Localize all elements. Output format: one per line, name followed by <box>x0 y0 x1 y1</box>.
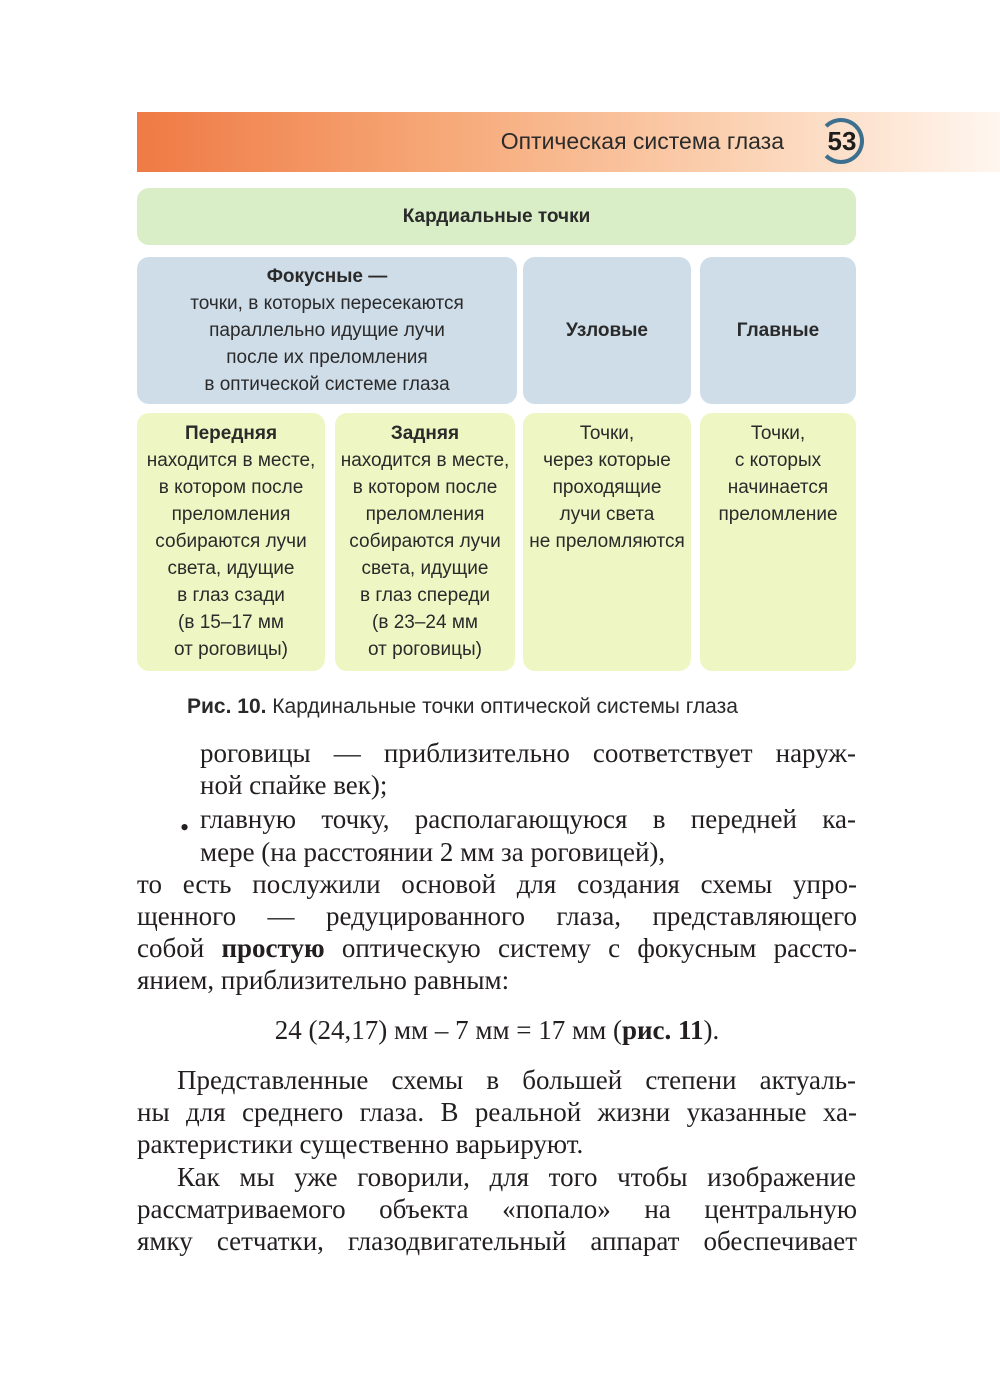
formula-text: 24 (24,17) мм – 7 мм = 17 мм ( <box>274 1015 622 1045</box>
body-line: ной спайке век); <box>200 770 388 800</box>
figure-caption <box>187 695 738 719</box>
front-focus-line: в глаз сзади <box>177 585 285 606</box>
focal-line: после их преломления <box>226 347 428 368</box>
body-line: роговицы — приблизительно соответствует наруж- <box>200 738 856 768</box>
front-focus-line: находится в месте, <box>146 450 316 471</box>
diagram-root-title: Кардиальные точки <box>402 206 591 227</box>
principal-desc-box <box>700 413 856 671</box>
principal-desc-line: Точки, <box>750 423 806 444</box>
nodal-title: Узловые <box>566 320 648 341</box>
body-text: собой <box>137 933 222 963</box>
formula-close: ). <box>703 1015 720 1045</box>
nodal-desc-line: не преломляются <box>529 531 685 552</box>
front-focus-line: в котором после <box>158 477 304 498</box>
front-focus-line: собираются лучи <box>155 531 307 552</box>
bullet-marker: • <box>180 813 190 842</box>
running-header-title: Оптическая система глаза <box>500 128 784 154</box>
emphasis-word: простую <box>221 933 325 963</box>
body-line: то есть послужили основой для создания схемы упро- <box>137 869 857 899</box>
figure-reference: рис. 11 <box>621 1015 704 1045</box>
body-line: Представленные схемы в большей степени актуаль- <box>177 1065 856 1095</box>
back-focus-line: от роговицы) <box>368 639 482 660</box>
formula <box>137 1014 857 1046</box>
front-focus-box <box>137 413 325 671</box>
focal-line: параллельно идущие лучи <box>209 320 445 341</box>
body-line: главную точку, располагающуюся в передней ка- <box>200 804 856 834</box>
page-number: 53 <box>827 126 857 156</box>
back-focus-line: в котором после <box>352 477 498 498</box>
body-line: Как мы уже говорили, для того чтобы изображение <box>177 1162 856 1192</box>
figure-caption-text: Кардинальные точки оптической системы глаза <box>266 695 738 718</box>
focal-line: точки, в которых пересекаются <box>190 293 464 314</box>
back-focus-line: преломления <box>365 504 485 525</box>
body-line: ямку сетчатки, глазодвигательный аппарат обеспечивает <box>137 1226 857 1256</box>
focal-line: в оптической системе глаза <box>204 374 450 395</box>
nodal-desc-box <box>523 413 691 671</box>
body-line: мере (на расстоянии 2 мм за роговицей), <box>200 837 666 867</box>
body-line <box>137 932 857 964</box>
principal-desc-line: с которых <box>734 450 822 471</box>
nodal-desc-line: проходящие <box>552 477 662 498</box>
back-focus-line: (в 23–24 мм <box>372 612 478 633</box>
body-line: рассматриваемого объекта «попало» на центральную <box>137 1194 857 1224</box>
body-line: янием, приблизительно равным: <box>137 965 510 995</box>
principal-points-box <box>700 257 856 404</box>
principal-title: Главные <box>736 320 820 341</box>
body-line: ны для среднего глаза. В реальной жизни указанные ха- <box>137 1097 857 1127</box>
front-focus-title: Передняя <box>184 423 278 444</box>
nodal-points-box <box>523 257 691 404</box>
back-focus-title: Задняя <box>390 423 460 444</box>
back-focus-line: в глаз спереди <box>359 585 491 606</box>
back-focus-line: собираются лучи <box>349 531 501 552</box>
nodal-desc-line: Точки, <box>579 423 635 444</box>
figure-label: Рис. 10. <box>187 695 267 718</box>
focal-title: Фокусные — <box>266 266 388 287</box>
front-focus-line: преломления <box>171 504 291 525</box>
nodal-desc-line: через которые <box>543 450 671 471</box>
back-focus-line: света, идущие <box>361 558 489 579</box>
body-line: щенного — редуцированного глаза, представляющего <box>137 901 857 931</box>
nodal-desc-line: лучи света <box>559 504 655 525</box>
body-line: рактеристики существенно варьируют. <box>137 1129 584 1159</box>
back-focus-line: находится в месте, <box>340 450 510 471</box>
focal-points-box <box>137 257 517 404</box>
body-text: оптическую систему с фокусным рассто- <box>324 933 857 963</box>
diagram-root-box <box>137 188 856 245</box>
back-focus-box <box>335 413 515 671</box>
principal-desc-line: преломление <box>718 504 838 525</box>
front-focus-line: (в 15–17 мм <box>178 612 284 633</box>
principal-desc-line: начинается <box>727 477 829 498</box>
front-focus-line: от роговицы) <box>174 639 288 660</box>
front-focus-line: света, идущие <box>167 558 295 579</box>
